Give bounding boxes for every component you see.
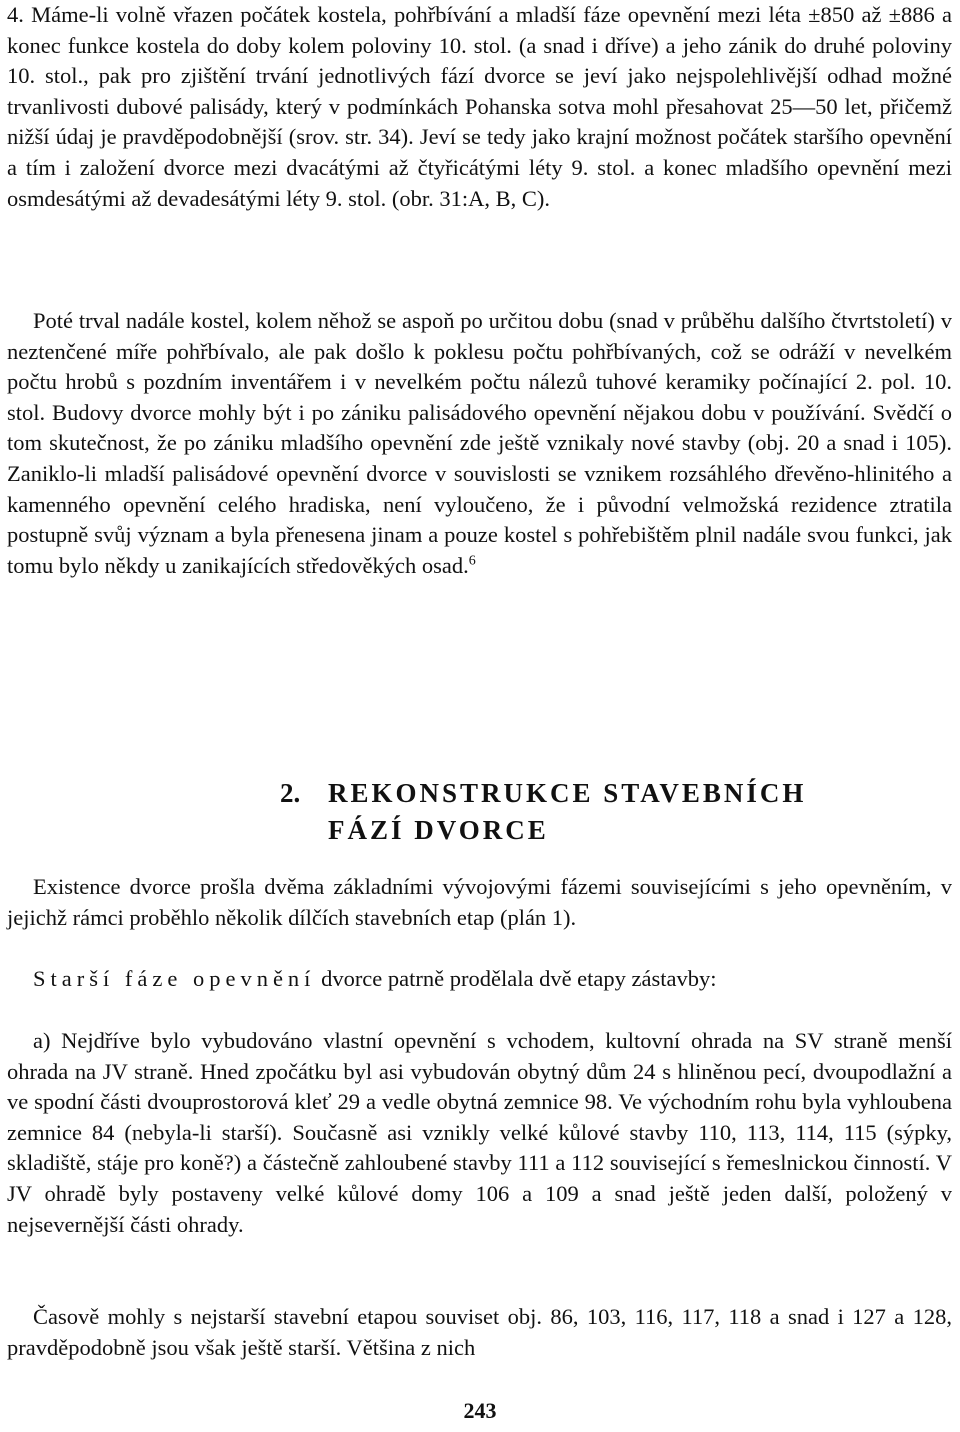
section-number: 2.: [280, 778, 301, 808]
paragraph-stage-a: [7, 1026, 952, 1240]
paragraph-text: Existence dvorce prošla dvěma základními vývojovými fázemi souvisejícími s jeho opevněním, v jejichž rámci proběhlo několik dílčích stavebních etap (plán 1).: [7, 874, 952, 930]
footnote-reference: 6: [468, 553, 476, 569]
paragraph-text: Poté trval nadále kostel, kolem něhož se aspoň po určitou dobu (snad v průběhu dalšího čtvrtstoletí) v neztenčené míře pohřbívalo, ale pak došlo k poklesu počtu pohřbívaných, což se odráží v nevelkém počtu hrobů s pozdním inventářem i v nevelkém počtu nálezů tuhové keramiky počínající 2. pol. 10. stol. Budovy dvorce mohly být i po zániku palisádového opevnění nějakou dobu v používání. Svědčí o tom skutečnost, že po zániku mladšího opevnění zde ještě vznikaly nové stavby (obj. 20 a snad i 105). Zaniklo-li mladší palisádové opevnění dvorce v souvislosti se vznikem rozsáhlého dřevěno-hlinitého a kamenného opevnění celého hradiska, není vyloučeno, že i původní velmožská rezidence ztratila postupně svůj význam a byla přenesena jinam a pouze kostel s pohřebištěm plnil nadále svou funkci, jak tomu bylo někdy u zanikajících středověkých osad.: [7, 308, 952, 578]
paragraph-text: 4. Máme-li volně vřazen počátek kostela, pohřbívání a mladší fáze opevnění mezi léta ±850 až ±886 a konec funkce kostela do doby kolem poloviny 10. stol. (a snad i dříve) a jeho zánik do druhé poloviny 10. stol., pak pro zjištění trvání jednotlivých fází dvorce se jeví jako nejspolehlivější odhad možné trvanlivosti dubové palisády, který v podmínkách Pohanska sotva mohl přesahovat 25—50 let, přičemž nižší údaj je pravděpodobnější (srov. str. 34). Jeví se tedy jako krajní možnost počátek staršího opevnění a tím i založení dvorce mezi dvacátými až čtyřicátými léty 9. stol. a konec mladšího opevnění mezi osmdesátými až devadesátými léty 9. stol. (obr. 31:A, B, C).: [7, 2, 952, 211]
paragraph-text: a) Nejdříve bylo vybudováno vlastní opevnění s vchodem, kultovní ohrada na SV straně menší ohrada na JV straně. Hned zpočátku byl asi vybudován obytný dům 24 s hliněnou pecí, dvoupodlažní a ve spodní části dvouprostorová kleť 29 a vedle obytná zemnice 98. Ve východním rohu byla vyhloubena zemnice 84 (nebyla-li starší). Současně asi vznikly velké kůlové stavby 110, 113, 114, 115 (sýpky, skladiště, stáje pro koně?) a částečně zahloubené stavby 111 a 112 související s řemeslnickou činností. V JV ohradě byly postaveny velké kůlové domy 106 a 109 a snad ještě jeden další, položený v nejsevernější části ohrady.: [7, 1028, 952, 1237]
paragraph-church-continuation: [7, 306, 952, 581]
spaced-emphasis: Starší fáze opevnění: [33, 966, 316, 991]
paragraph-older-phase: [7, 964, 952, 995]
paragraph-text: Časově mohly s nejstarší stavební etapou souviset obj. 86, 103, 116, 117, 118 a snad i 127 a 128, pravděpodobně jsou však ještě starší. Většina z nich: [7, 1304, 952, 1360]
paragraph-text: dvorce patrně prodělala dvě etapy zástavby:: [321, 966, 717, 991]
section-title-line-1: REKONSTRUKCE STAVEBNÍCH: [328, 778, 807, 808]
section-heading: [280, 775, 920, 849]
paragraph-dating-conclusion: [7, 0, 952, 214]
paragraph-existence: [7, 872, 952, 933]
section-title-line-2: FÁZÍ DVORCE: [328, 815, 549, 845]
page-number: 243: [463, 1398, 497, 1423]
paragraph-oldest-objects: [7, 1302, 952, 1363]
